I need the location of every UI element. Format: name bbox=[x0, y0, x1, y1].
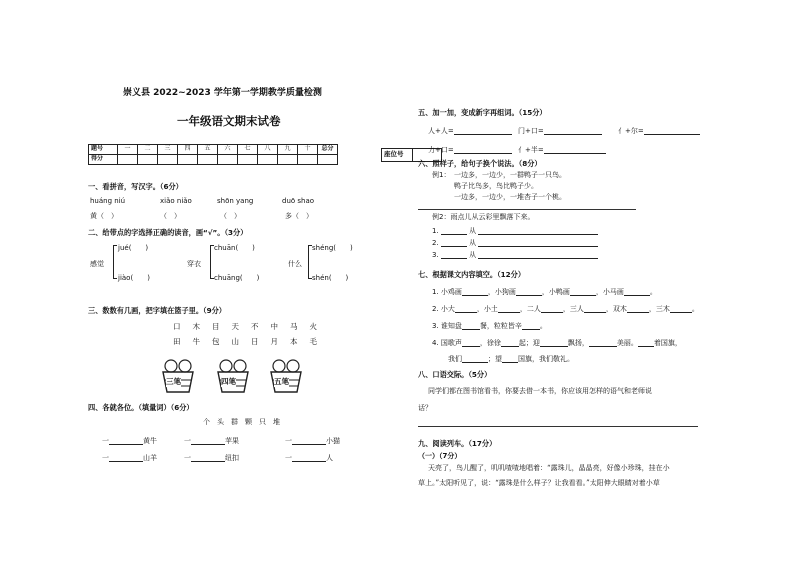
q2-option-1b[interactable]: jiào( ) bbox=[118, 274, 150, 282]
score-col: 七 bbox=[238, 145, 258, 155]
q5-expr: 亻+尔= bbox=[618, 126, 644, 135]
score-col: 一 bbox=[118, 145, 138, 155]
q7-blank[interactable] bbox=[584, 304, 606, 313]
q7-line2 bbox=[432, 304, 699, 313]
q7-blank[interactable] bbox=[541, 304, 563, 313]
basket-label-4: 四笔 bbox=[221, 377, 236, 386]
q1-blank-4[interactable]: 多（ ） bbox=[285, 212, 313, 220]
q4-item-3: 一 小猫 bbox=[285, 436, 340, 445]
q7-text: 餐，粒粒皆辛 bbox=[479, 321, 522, 330]
q2-option-2b[interactable]: chuāng( ) bbox=[214, 274, 260, 282]
score-cell[interactable] bbox=[238, 155, 258, 165]
q4-item-label: 小猫 bbox=[326, 436, 340, 445]
q4-choice: 群 bbox=[231, 418, 238, 426]
q5-blank[interactable] bbox=[454, 126, 512, 135]
q5-expr: 亻+半= bbox=[518, 145, 544, 154]
q2-brace-1 bbox=[113, 245, 117, 279]
exam-subtitle: 一年级语文期末试卷 bbox=[177, 114, 281, 128]
q2-option-2a[interactable]: chuān( ) bbox=[214, 244, 255, 252]
q3-char: 田 bbox=[173, 337, 181, 346]
q7-text: 2. 小大 bbox=[432, 304, 455, 313]
q6-blank[interactable] bbox=[478, 250, 598, 259]
q9-heading: 九、阅读列车。（17分） bbox=[418, 439, 497, 448]
q6-blank[interactable] bbox=[478, 238, 598, 247]
q7-blank[interactable] bbox=[670, 304, 692, 313]
score-col: 四 bbox=[178, 145, 198, 155]
q7-text: ，三木 bbox=[648, 304, 670, 313]
q4-item-label: 人 bbox=[326, 453, 333, 462]
q7-text: ，徐徐 bbox=[479, 338, 501, 347]
q7-text: ，双木 bbox=[605, 304, 627, 313]
score-cell[interactable] bbox=[318, 155, 338, 165]
q7-text: 着国旗， bbox=[653, 338, 682, 347]
q7-blank[interactable] bbox=[455, 304, 477, 313]
q7-blank[interactable] bbox=[638, 338, 654, 347]
score-row2-label: 得分 bbox=[89, 155, 118, 165]
score-table bbox=[88, 144, 338, 165]
q5-expr: 力+口= bbox=[428, 145, 454, 154]
basket-icon[interactable] bbox=[268, 358, 304, 394]
score-col: 十 bbox=[298, 145, 318, 155]
q1-pinyin-1: huáng niú bbox=[90, 197, 126, 205]
q6-fill-1 bbox=[432, 226, 598, 235]
q7-blank[interactable] bbox=[522, 321, 540, 330]
q2-word-2: 穿衣 bbox=[187, 260, 201, 268]
q7-blank[interactable] bbox=[627, 304, 649, 313]
q3-chars-row2 bbox=[173, 338, 317, 347]
q7-blank[interactable] bbox=[462, 338, 480, 347]
score-table-header-row bbox=[89, 145, 338, 155]
q4-choice: 只 bbox=[259, 418, 266, 426]
q4-choice: 颗 bbox=[245, 418, 252, 426]
q4-choice: 堆 bbox=[273, 418, 280, 426]
q5-expr: 人+人= bbox=[428, 126, 454, 135]
q5-row1-b bbox=[518, 126, 602, 135]
q5-blank[interactable] bbox=[644, 126, 700, 135]
score-col: 六 bbox=[218, 145, 238, 155]
score-cell[interactable] bbox=[118, 155, 138, 165]
q2-word-3: 什么 bbox=[288, 260, 302, 268]
q3-char: 毛 bbox=[309, 337, 317, 346]
score-row1-label: 题号 bbox=[89, 145, 118, 155]
q7-text: ，二人 bbox=[519, 304, 541, 313]
q4-item-label: 苹果 bbox=[225, 436, 239, 445]
q7-text: ；望 bbox=[488, 354, 502, 363]
q5-row2-b bbox=[518, 145, 606, 154]
q7-blank[interactable] bbox=[462, 354, 488, 363]
q3-char: 日 bbox=[251, 337, 259, 346]
q7-blank[interactable] bbox=[540, 338, 568, 347]
q1-blank-3[interactable]: （ ） bbox=[220, 212, 241, 220]
q7-line5 bbox=[448, 354, 574, 363]
q7-text: 。 bbox=[691, 304, 699, 313]
q7-text: 国旗，我们敬礼。 bbox=[518, 354, 574, 363]
q7-line1 bbox=[432, 287, 657, 296]
q6-fill-2 bbox=[432, 238, 598, 247]
score-col: 九 bbox=[278, 145, 298, 155]
score-cell[interactable] bbox=[218, 155, 238, 165]
q7-text: 4. 国歌声 bbox=[432, 338, 462, 347]
q8-answer-line[interactable] bbox=[418, 426, 698, 427]
q3-char: 本 bbox=[290, 337, 298, 346]
q3-char: 口 bbox=[173, 322, 181, 331]
q4-heading: 四、各就各位。（填量词）（6分） bbox=[88, 403, 194, 412]
q6-example2: 例2：雨点儿从云彩里飘落下来。 bbox=[432, 213, 535, 221]
q3-chars-row1 bbox=[173, 323, 317, 332]
q4-blank[interactable] bbox=[109, 453, 143, 462]
q4-item-5: 一 纽扣 bbox=[184, 453, 239, 462]
q7-blank[interactable] bbox=[462, 287, 488, 296]
q3-char: 火 bbox=[309, 322, 317, 331]
q4-item-1: 一 黄牛 bbox=[102, 436, 157, 445]
q2-word-1: 感觉 bbox=[90, 260, 104, 268]
q6-blank[interactable] bbox=[441, 238, 467, 247]
basket-icon[interactable] bbox=[215, 358, 251, 394]
score-col: 五 bbox=[198, 145, 218, 155]
score-cell[interactable] bbox=[258, 155, 278, 165]
q7-blank[interactable] bbox=[501, 338, 519, 347]
q8-text-1: 同学们都在图书馆看书，你要去借一本书，你应该用怎样的语气和老师说 bbox=[428, 387, 652, 395]
q7-text: ，小土 bbox=[476, 304, 498, 313]
q1-pinyin-3: shōn yang bbox=[217, 197, 254, 205]
q6-answer-line[interactable] bbox=[418, 209, 636, 210]
q4-blank[interactable] bbox=[292, 436, 326, 445]
q3-char: 牛 bbox=[192, 337, 200, 346]
q4-choices bbox=[203, 418, 280, 426]
q4-blank[interactable] bbox=[109, 436, 143, 445]
q6-heading: 六、照样子，给句子换个说法。（8分） bbox=[418, 159, 542, 168]
q1-pinyin-4: duō shao bbox=[282, 197, 315, 205]
q3-char: 不 bbox=[251, 322, 259, 331]
q7-blank[interactable] bbox=[462, 321, 480, 330]
q4-choice: 头 bbox=[217, 418, 224, 426]
score-col: 二 bbox=[138, 145, 158, 155]
q7-text: ，小鸭画 bbox=[541, 287, 570, 296]
score-cell[interactable] bbox=[178, 155, 198, 165]
q7-blank[interactable] bbox=[516, 287, 542, 296]
q1-heading: 一、看拼音，写汉字。（6分） bbox=[88, 182, 183, 191]
q9-passage-line2: 草上。”太阳听见了，说：“露珠是什么样子？让我看看。”太阳伸大眼睛对着小草 bbox=[418, 479, 660, 487]
q5-row1-c bbox=[618, 126, 700, 135]
q6-fill-num: 3. bbox=[432, 250, 439, 259]
score-table-score-row bbox=[89, 155, 338, 165]
q4-item-label: 黄牛 bbox=[143, 436, 157, 445]
q6-example1-label: 例1： bbox=[432, 171, 451, 179]
q4-item-6: 一 人 bbox=[285, 453, 333, 462]
q6-cong: 从 bbox=[469, 238, 477, 247]
q5-row2-a bbox=[428, 145, 512, 154]
q7-heading: 七、根据课文内容填空。（12分） bbox=[418, 270, 526, 279]
q8-heading: 八、口语交际。（5分） bbox=[418, 370, 492, 379]
q1-blank-1[interactable]: 黄（ ） bbox=[90, 212, 118, 220]
q6-cong: 从 bbox=[469, 226, 477, 235]
q3-char: 包 bbox=[212, 337, 220, 346]
q2-option-1a[interactable]: jué( ) bbox=[118, 244, 149, 252]
q4-item-2: 一 苹果 bbox=[184, 436, 239, 445]
q6-cong: 从 bbox=[469, 250, 477, 259]
score-col-total: 总分 bbox=[318, 145, 338, 155]
score-cell[interactable] bbox=[298, 155, 318, 165]
score-cell[interactable] bbox=[158, 155, 178, 165]
q5-blank[interactable] bbox=[454, 145, 512, 154]
q6-fill-num: 2. bbox=[432, 238, 439, 247]
q6-fill-3 bbox=[432, 250, 598, 259]
q7-text: ，小狗画 bbox=[487, 287, 516, 296]
seat-label: 座位号 bbox=[382, 149, 413, 162]
q4-choice: 个 bbox=[203, 418, 210, 426]
q1-blank-2[interactable]: （ ） bbox=[160, 212, 181, 220]
q3-char: 马 bbox=[290, 322, 298, 331]
q4-item-label: 山羊 bbox=[143, 453, 157, 462]
q7-blank[interactable] bbox=[589, 338, 617, 347]
score-col: 三 bbox=[158, 145, 178, 155]
q5-blank[interactable] bbox=[544, 126, 602, 135]
q9-part: （一）（7分） bbox=[418, 452, 462, 460]
q7-blank[interactable] bbox=[570, 287, 596, 296]
q5-expr: 门+口= bbox=[518, 126, 544, 135]
q6-example1-line1: 一边多，一边少，一群鸭子一只鸟。 bbox=[454, 171, 566, 179]
q4-blank[interactable] bbox=[191, 436, 225, 445]
q7-text: 。 bbox=[649, 287, 657, 296]
q3-char: 目 bbox=[212, 322, 220, 331]
q7-text: 3. 谁知盘 bbox=[432, 321, 462, 330]
q5-heading: 五、加一加，变成新字再组词。（15分） bbox=[418, 108, 547, 117]
q5-row1-a bbox=[428, 126, 512, 135]
q3-char: 山 bbox=[231, 337, 239, 346]
q4-item-label: 纽扣 bbox=[225, 453, 239, 462]
basket-label-3: 三笔 bbox=[166, 377, 181, 386]
q6-blank[interactable] bbox=[441, 226, 467, 235]
q2-option-3b[interactable]: shén( ) bbox=[312, 274, 349, 282]
q2-option-3a[interactable]: shéng( ) bbox=[312, 244, 353, 252]
q3-char: 木 bbox=[192, 322, 200, 331]
q9-passage-line1: 天亮了，鸟儿醒了，叽叽喳喳地唱着：“露珠儿，晶晶亮，好像小珍珠，挂在小 bbox=[428, 464, 670, 472]
q4-blank[interactable] bbox=[292, 453, 326, 462]
q3-char: 中 bbox=[270, 322, 278, 331]
q7-text: ，三人 bbox=[562, 304, 584, 313]
q4-blank[interactable] bbox=[191, 453, 225, 462]
q6-example1-line3: 一边多，一边少，一堆杏子一个桃。 bbox=[454, 193, 566, 201]
q6-blank[interactable] bbox=[441, 250, 467, 259]
q8-text-2: 话？ bbox=[418, 404, 432, 412]
q3-char: 天 bbox=[231, 322, 239, 331]
q7-text: 起；迎 bbox=[518, 338, 540, 347]
q3-heading: 三、数数有几画，把字填在篮子里。（9分） bbox=[88, 306, 226, 315]
q7-line3 bbox=[432, 321, 547, 330]
q6-fill-num: 1. bbox=[432, 226, 439, 235]
q7-blank[interactable] bbox=[498, 304, 520, 313]
q7-text: ，小马画 bbox=[595, 287, 624, 296]
q5-blank[interactable] bbox=[544, 145, 606, 154]
score-cell[interactable] bbox=[198, 155, 218, 165]
q7-text: 飘扬， bbox=[567, 338, 589, 347]
basket-label-5: 五笔 bbox=[274, 377, 289, 386]
q7-text: 我们 bbox=[448, 354, 462, 363]
q7-text: 美丽。 bbox=[616, 338, 638, 347]
q7-blank[interactable] bbox=[502, 354, 518, 363]
q3-char: 月 bbox=[270, 337, 278, 346]
q2-heading: 二、给带点的字选择正确的读音，画“√”。（3分） bbox=[88, 228, 248, 237]
score-cell[interactable] bbox=[138, 155, 158, 165]
q7-line4 bbox=[432, 338, 682, 347]
q4-item-4: 一 山羊 bbox=[102, 453, 157, 462]
q7-text: 。 bbox=[539, 321, 547, 330]
q7-blank[interactable] bbox=[624, 287, 650, 296]
q7-text: 1. 小鸡画 bbox=[432, 287, 462, 296]
q6-blank[interactable] bbox=[478, 226, 598, 235]
basket-icon[interactable] bbox=[160, 358, 196, 394]
q1-pinyin-2: xiǎo niǎo bbox=[160, 197, 192, 205]
exam-title: 崇义县 2022~2023 学年第一学期教学质量检测 bbox=[123, 88, 322, 98]
q6-example1-line2: 鸭子比鸟多，鸟比鸭子少。 bbox=[454, 182, 538, 190]
score-cell[interactable] bbox=[278, 155, 298, 165]
score-col: 八 bbox=[258, 145, 278, 155]
